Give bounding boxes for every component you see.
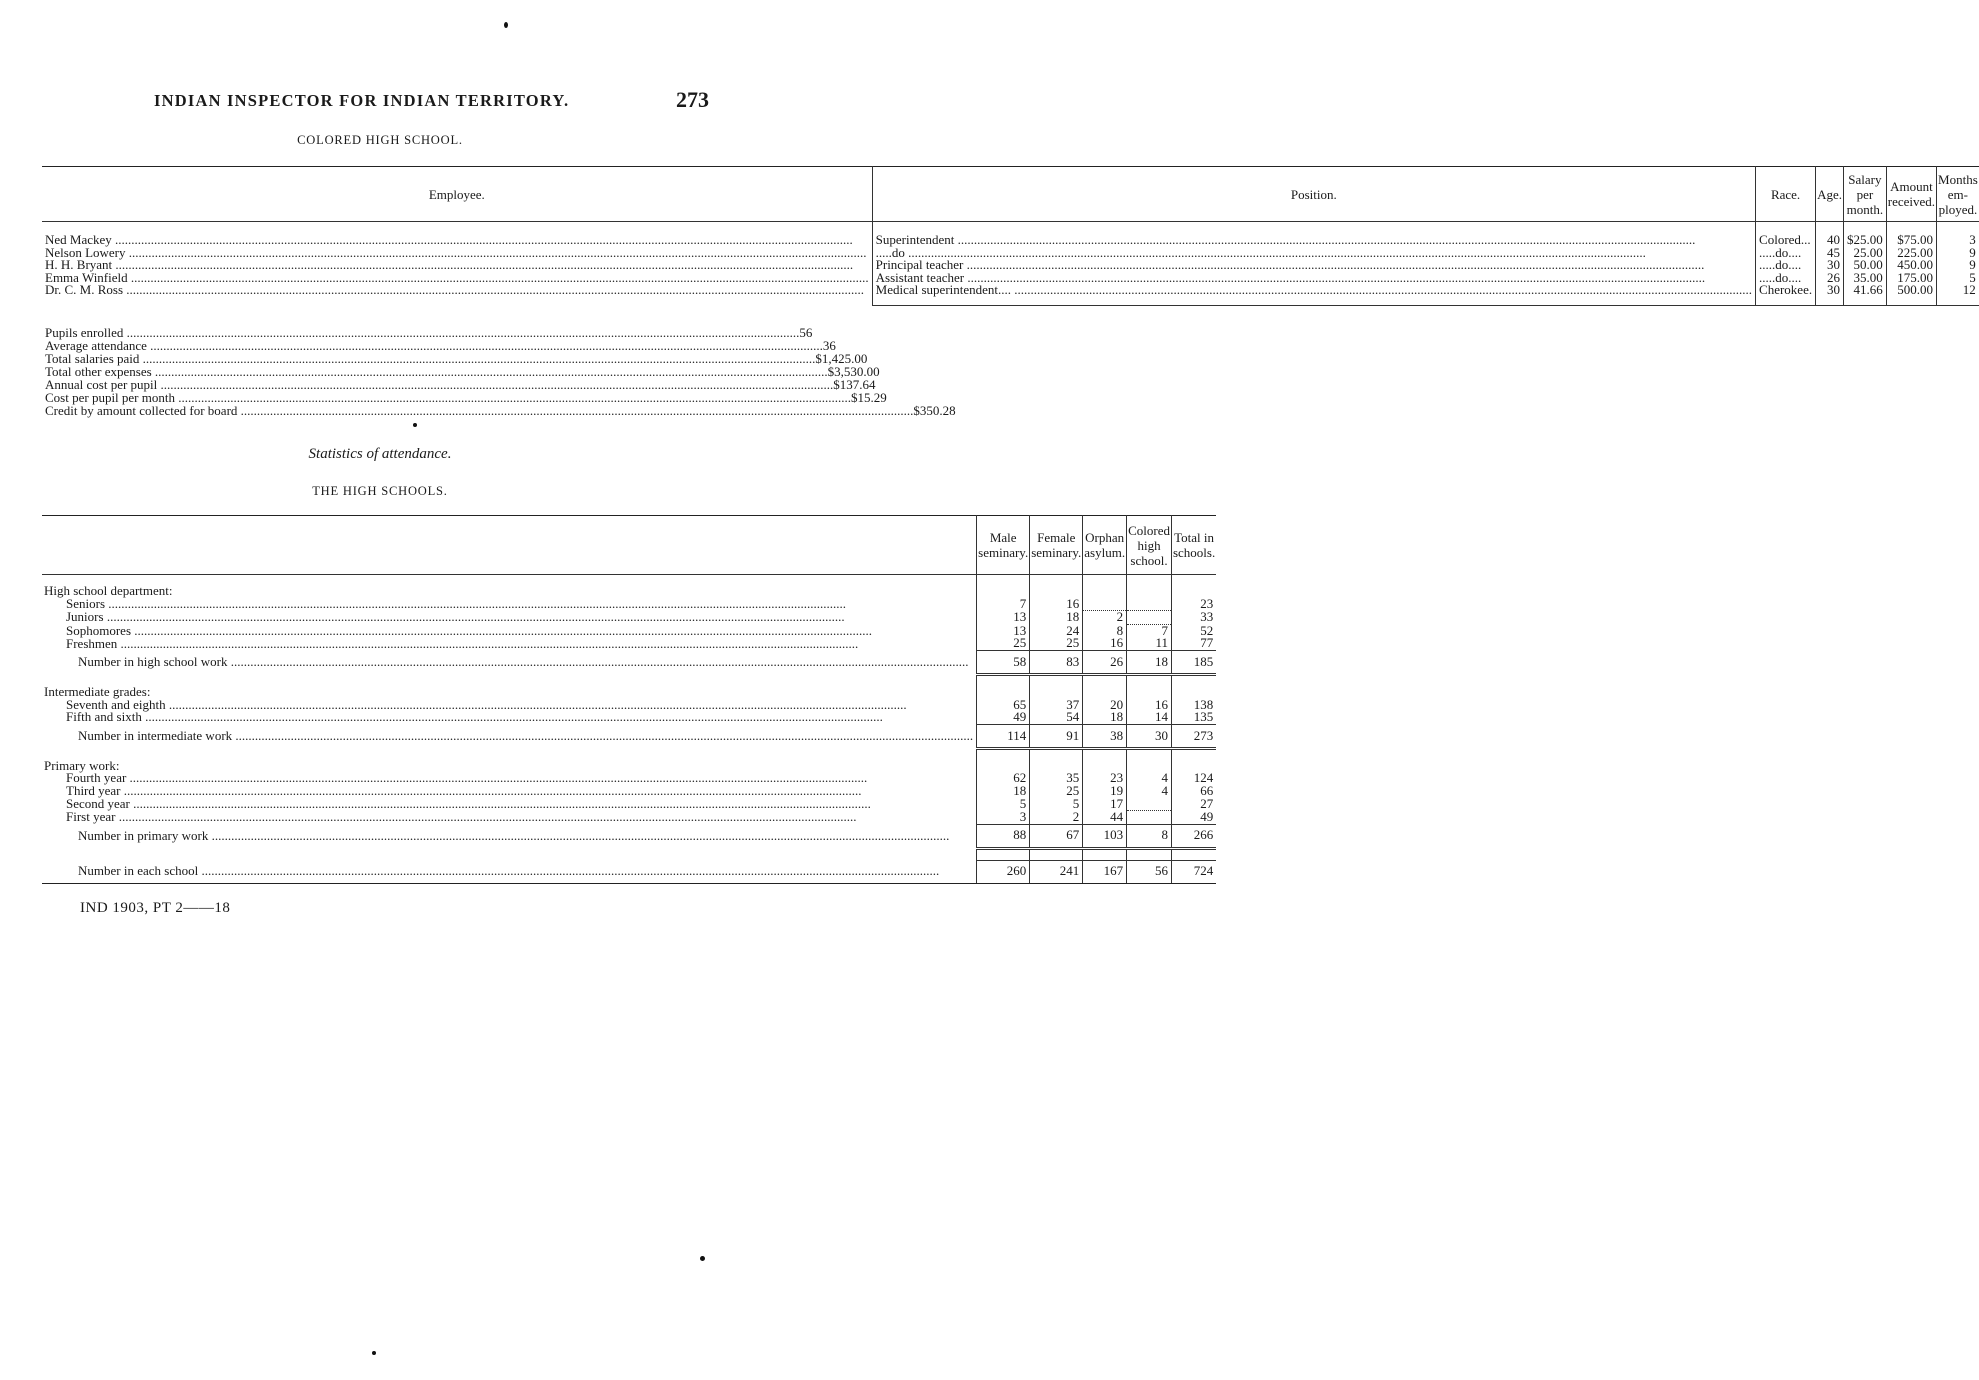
spacer-cell [1756,297,1816,306]
employee-salary: 50.00 [1844,259,1887,272]
employee-age: 45 [1816,247,1844,260]
row-value: 4 [1127,785,1172,798]
summary-list [45,325,956,418]
print-speck [372,1351,376,1355]
spacer-row [42,748,1216,760]
print-speck [504,22,508,28]
subtotal-value: 266 [1171,824,1216,848]
summary-label: Annual cost per pupil ..... [45,378,833,391]
summary-value: 36 [822,338,836,353]
spacer-cell [1083,848,1127,860]
row-value: 2 [1030,811,1083,825]
spacer-cell [42,674,977,686]
row-value: 27 [1171,798,1216,811]
grand-total-row [42,860,1216,883]
employee-months: 3 [1937,234,1979,247]
row-label: Juniors ..... [42,611,977,625]
spacer-cell [977,575,1030,586]
summary-label: Pupils enrolled ..... [45,326,799,339]
col-header-position: Position. [872,167,1755,222]
total-value: 167 [1083,860,1127,883]
employee-table-body [42,222,1979,306]
subtotal-value: 185 [1171,650,1216,674]
employee-amount: 500.00 [1886,284,1936,297]
col-header-male-seminary: Male seminary. [977,516,1030,575]
employee-name: Dr. C. M. Ross ..... [42,284,872,297]
subtotal-value: 273 [1171,724,1216,748]
row-value: 4 [1127,772,1172,785]
employee-race: .....do.... [1756,272,1816,285]
employee-position: Principal teacher ..... [872,259,1755,272]
footer-signature: IND 1903, PT 2——18 [80,900,231,916]
section-heading: Primary work: [44,757,120,773]
row-value: 77 [1171,637,1216,650]
employee-salary: 35.00 [1844,272,1887,285]
row-value: 62 [977,772,1030,785]
employee-months: 5 [1937,272,1979,285]
spacer-cell [42,748,977,760]
row-value: 65 [977,699,1030,712]
attendance-row [42,811,1216,825]
row-label: Freshmen ..... [42,637,977,650]
col-header-salary: Salary per month. [1844,167,1887,222]
attendance-title: Statistics of attendance. [308,446,452,462]
row-value: 11 [1127,637,1172,650]
summary-label: Cost per pupil per month ..... [45,391,851,404]
row-value: 17 [1083,798,1127,811]
spacer-cell [1937,297,1979,306]
spacer-cell [1083,674,1127,686]
row-value: 25 [1030,785,1083,798]
row-value: 7 [1127,624,1172,637]
spacer-row [42,848,1216,860]
print-speck [700,1256,705,1261]
spacer-cell [1127,674,1172,686]
total-value: 724 [1171,860,1216,883]
row-value: 25 [1030,637,1083,650]
running-title: INDIAN INSPECTOR FOR INDIAN TERRITORY. [154,91,570,110]
subtotal-value: 26 [1083,650,1127,674]
subtotal-value: 30 [1127,724,1172,748]
row-value: 19 [1083,785,1127,798]
row-value: 2 [1083,611,1127,625]
row-label: Fifth and sixth ..... [42,711,977,724]
spacer-cell [42,848,977,860]
summary-row [45,403,956,418]
employee-name: Ned Mackey ..... [42,234,872,247]
row-label: First year ..... [42,811,977,825]
attendance-table-body [42,575,1216,884]
page-number: 273 [676,87,709,112]
spacer-cell [1030,848,1083,860]
subtotal-label: Number in high school work ..... [42,650,977,674]
employee-name: Emma Winfield ..... [42,272,872,285]
spacer-cell [1127,748,1172,760]
employee-name: Nelson Lowery ..... [42,247,872,260]
employee-salary: 41.66 [1844,284,1887,297]
subtotal-row [42,650,1216,674]
total-value: 241 [1030,860,1083,883]
row-value: 35 [1030,772,1083,785]
total-label: Number in each school ..... [42,860,977,883]
row-value: 33 [1171,611,1216,625]
employee-salary: $25.00 [1844,234,1887,247]
spacer-row [42,575,1216,586]
row-value: 66 [1171,785,1216,798]
spacer-cell [1127,585,1172,598]
spacer-cell [1171,848,1216,860]
row-value: 14 [1127,711,1172,724]
row-value: 5 [1030,798,1083,811]
row-value: 54 [1030,711,1083,724]
summary-label: Total other expenses ..... [45,365,828,378]
employee-position: Superintendent ..... [872,234,1755,247]
summary-label: Average attendance ..... [45,339,823,352]
employee-race: Colored... [1756,234,1816,247]
spacer-cell [872,297,1755,306]
row-value: 24 [1030,624,1083,637]
empty-value [1127,598,1172,611]
employee-race: .....do.... [1756,247,1816,260]
spacer-cell [42,575,977,586]
spacer-cell [1127,848,1172,860]
row-value: 23 [1171,598,1216,611]
employee-months: 9 [1937,259,1979,272]
employee-age: 30 [1816,284,1844,297]
spacer-row [42,674,1216,686]
row-value: 20 [1083,699,1127,712]
spacer-row [42,297,1979,306]
attendance-row [42,711,1216,724]
subtotal-value: 83 [1030,650,1083,674]
row-value: 49 [977,711,1030,724]
spacer-cell [1030,575,1083,586]
spacer-cell [977,748,1030,760]
col-header-orphan-asylum: Orphan asylum. [1083,516,1127,575]
spacer-cell [1083,575,1127,586]
employee-age: 40 [1816,234,1844,247]
subtotal-label: Number in intermediate work ..... [42,724,977,748]
row-label: Second year ..... [42,798,977,811]
row-value: 18 [977,785,1030,798]
summary-value: $15.29 [851,390,887,405]
row-value: 13 [977,611,1030,625]
subtotal-row [42,824,1216,848]
spacer-cell [1083,585,1127,598]
spacer-cell [42,297,872,306]
employee-amount: 225.00 [1886,247,1936,260]
row-label: Seniors ..... [42,598,977,611]
subtotal-value: 38 [1083,724,1127,748]
total-value: 56 [1127,860,1172,883]
employee-amount: 450.00 [1886,259,1936,272]
summary-label: Credit by amount collected for board ..... [45,404,913,417]
spacer-cell [977,674,1030,686]
row-value: 49 [1171,811,1216,825]
subtotal-value: 88 [977,824,1030,848]
employee-row [42,284,1979,297]
employee-position: Medical superintendent.... ..... [872,284,1755,297]
colored-school-title: COLORED HIGH SCHOOL. [297,133,463,147]
row-value: 124 [1171,772,1216,785]
subtotal-value: 114 [977,724,1030,748]
employee-months: 12 [1937,284,1979,297]
empty-value [1127,798,1172,811]
summary-label: Total salaries paid ..... [45,352,815,365]
row-label: Sophomores ..... [42,624,977,637]
employee-race: Cherokee. [1756,284,1816,297]
subtotal-label: Number in primary work ..... [42,824,977,848]
summary-value: $1,425.00 [815,351,868,366]
attendance-row [42,637,1216,650]
row-value: 7 [977,598,1030,611]
subtotal-value: 8 [1127,824,1172,848]
high-schools-title: THE HIGH SCHOOLS. [312,484,448,498]
employee-name: H. H. Bryant ..... [42,259,872,272]
employee-table [42,166,1979,306]
spacer-cell [1171,575,1216,586]
spacer-cell [1030,748,1083,760]
spacer-cell [1886,297,1936,306]
col-header-total: Total in schools. [1171,516,1216,575]
col-header-female-seminary: Female seminary. [1030,516,1083,575]
spacer-cell [1083,748,1127,760]
col-header-colored-high-school: Colored high school. [1127,516,1172,575]
summary-value: $350.28 [913,403,956,418]
total-value: 260 [977,860,1030,883]
col-header-category [42,516,977,575]
subtotal-value: 91 [1030,724,1083,748]
row-value: 18 [1030,611,1083,625]
employee-amount: 175.00 [1886,272,1936,285]
row-value: 135 [1171,711,1216,724]
col-header-employee: Employee. [42,167,872,222]
spacer-cell [1127,575,1172,586]
row-value: 52 [1171,624,1216,637]
row-label: Third year ..... [42,785,977,798]
summary-value: $137.64 [833,377,876,392]
subtotal-value: 103 [1083,824,1127,848]
subtotal-value: 67 [1030,824,1083,848]
row-value: 37 [1030,699,1083,712]
section-heading: Intermediate grades: [44,684,151,700]
print-speck [413,423,417,427]
spacer-cell [1171,748,1216,760]
spacer-cell [1816,297,1844,306]
col-header-age: Age. [1816,167,1844,222]
employee-salary: 25.00 [1844,247,1887,260]
subtotal-value: 18 [1127,650,1172,674]
row-value: 3 [977,811,1030,825]
subtotal-value: 58 [977,650,1030,674]
employee-age: 30 [1816,259,1844,272]
row-value: 23 [1083,772,1127,785]
row-value: 16 [1030,598,1083,611]
row-value: 8 [1083,624,1127,637]
row-value: 13 [977,624,1030,637]
employee-position: Assistant teacher ..... [872,272,1755,285]
summary-value: 56 [799,325,813,340]
spacer-cell [1844,297,1887,306]
spacer-cell [977,848,1030,860]
empty-value [1127,811,1172,825]
row-value: 16 [1083,637,1127,650]
row-value: 138 [1171,699,1216,712]
col-header-race: Race. [1756,167,1816,222]
employee-race: .....do.... [1756,259,1816,272]
row-value: 44 [1083,811,1127,825]
row-value: 25 [977,637,1030,650]
subtotal-row [42,724,1216,748]
row-value: 16 [1127,699,1172,712]
row-label: Fourth year ..... [42,772,977,785]
summary-value: $3,530.00 [827,364,880,379]
employee-months: 9 [1937,247,1979,260]
attendance-table [42,515,1216,884]
employee-position: .....do ..... [872,247,1755,260]
section-heading: High school department: [44,583,173,599]
spacer-cell [1171,674,1216,686]
employee-amount: $75.00 [1886,234,1936,247]
row-value: 18 [1083,711,1127,724]
col-header-amount: Amount received. [1886,167,1936,222]
row-label: Seventh and eighth ..... [42,699,977,712]
col-header-months: Months em- ployed. [1937,167,1979,222]
row-value: 5 [977,798,1030,811]
employee-age: 26 [1816,272,1844,285]
spacer-cell [1030,674,1083,686]
